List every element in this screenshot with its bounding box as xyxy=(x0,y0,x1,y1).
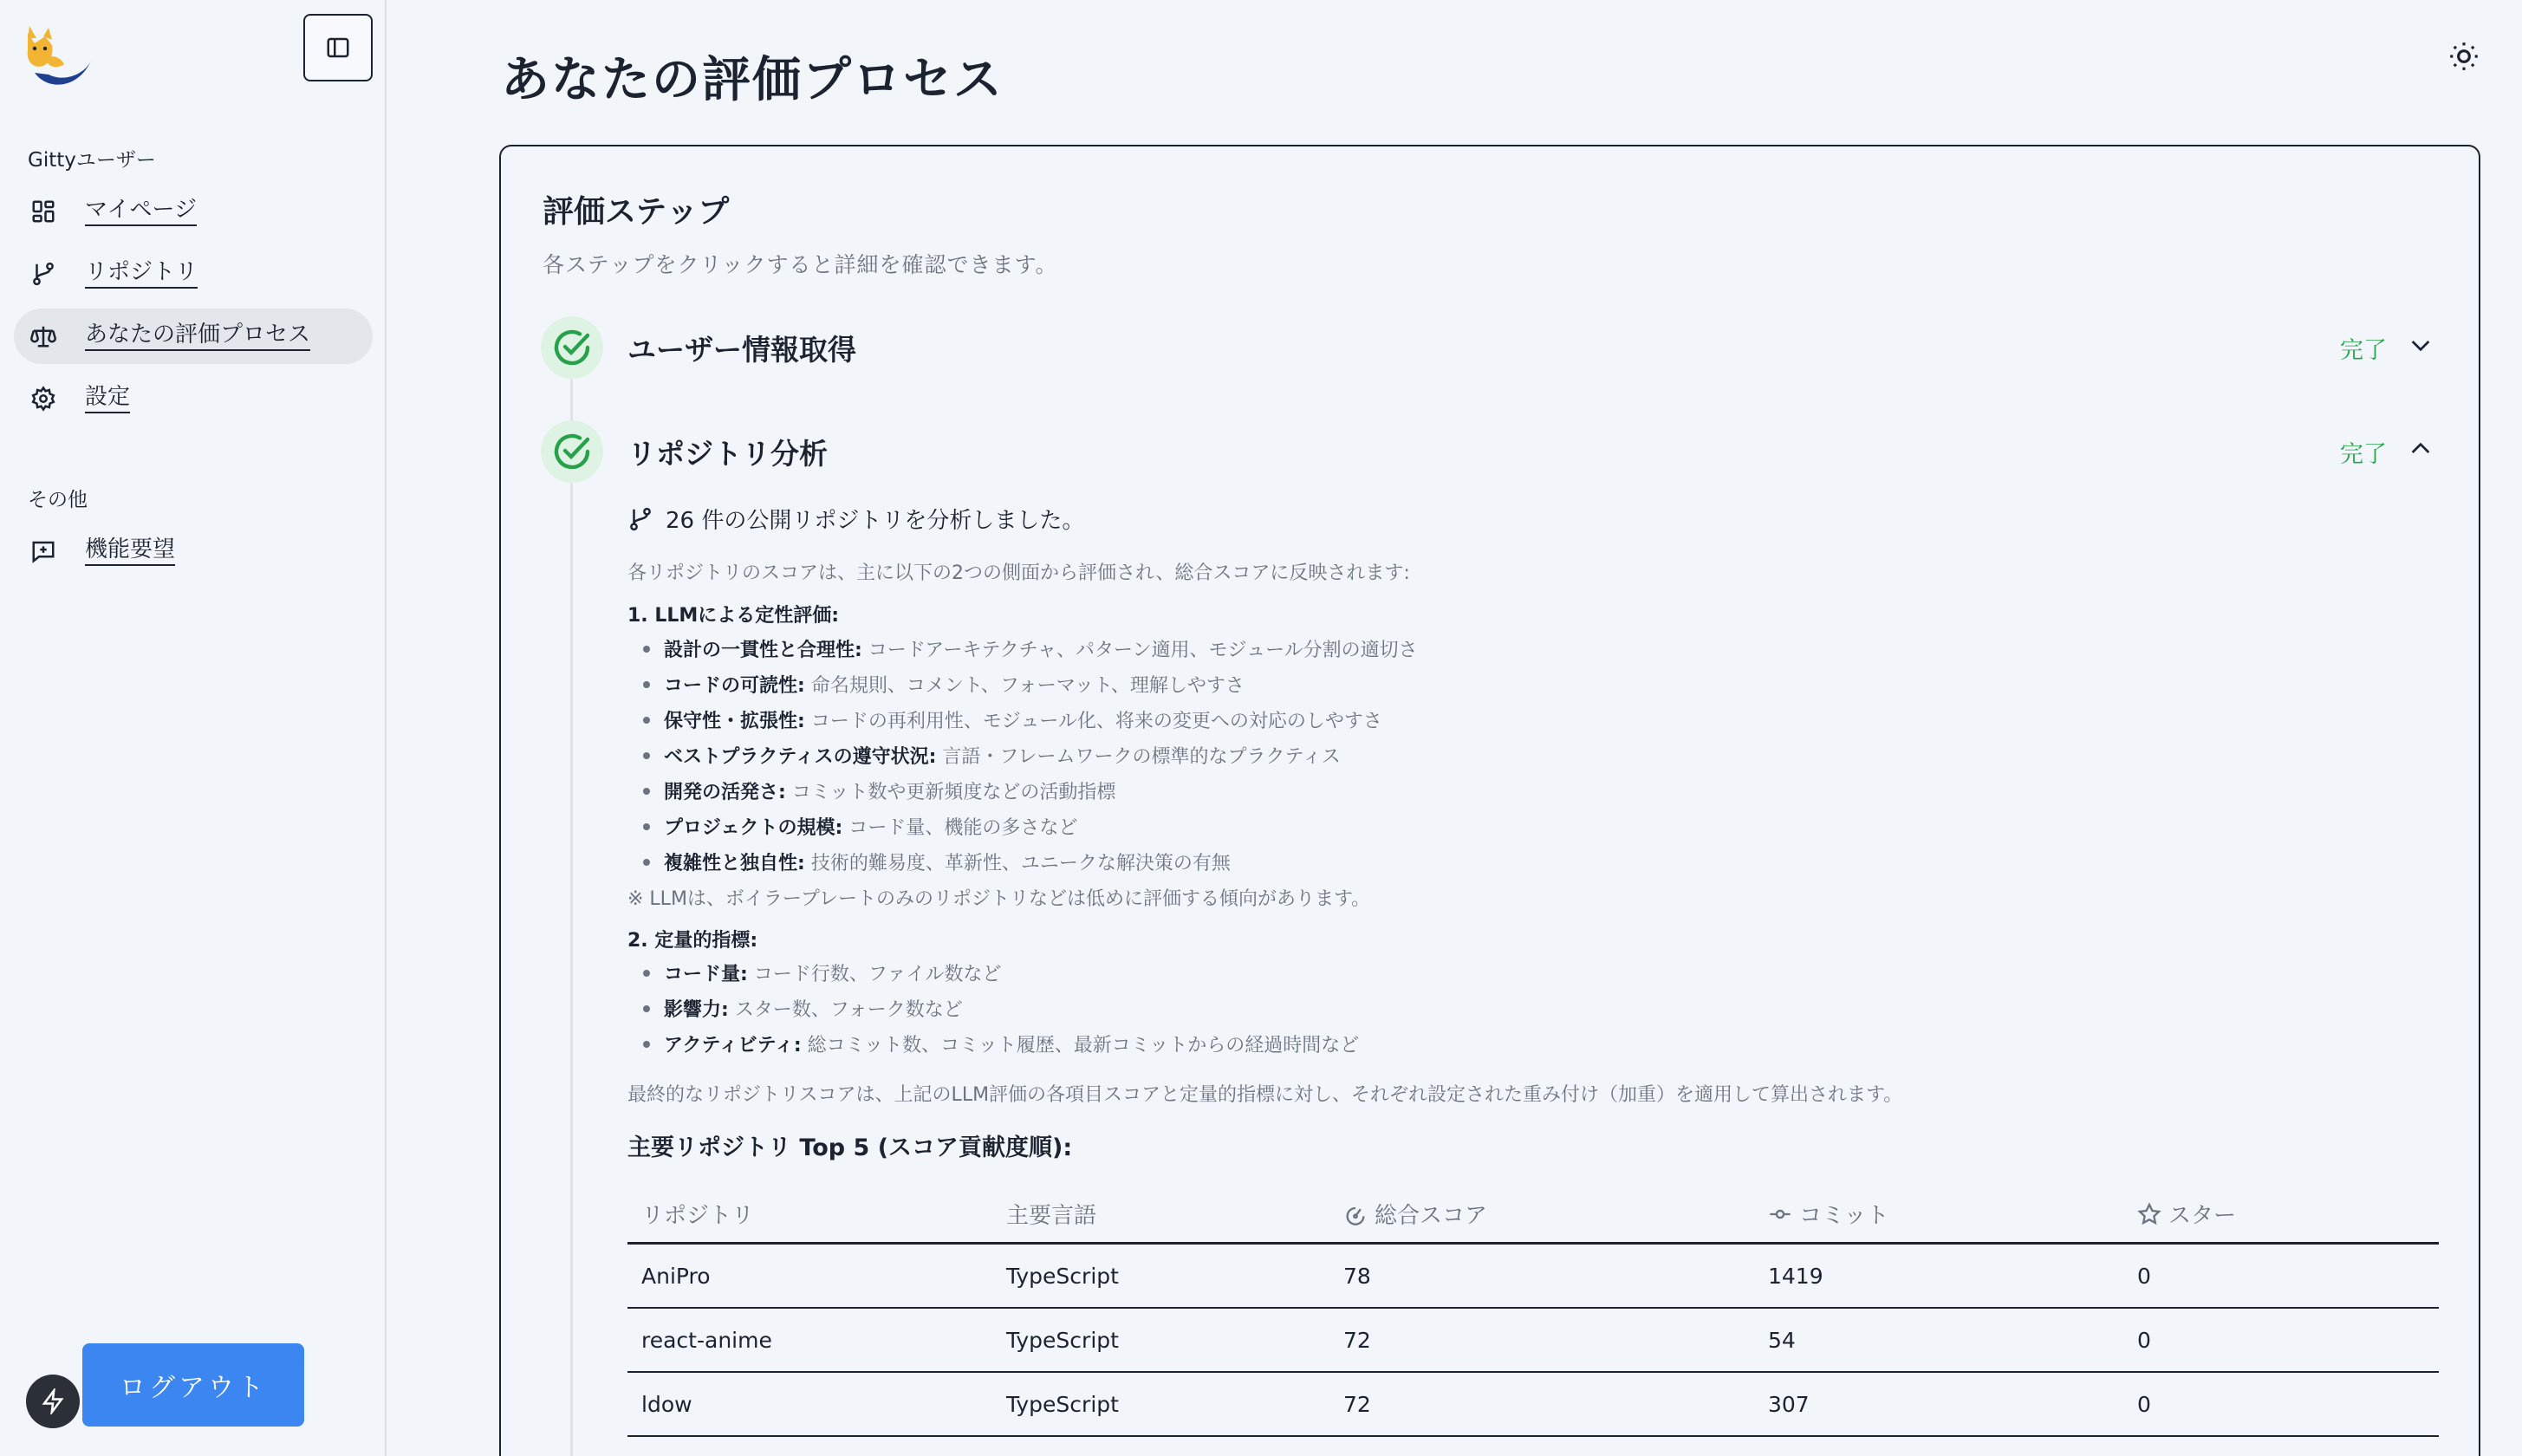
list-item: 設計の一貫性と合理性: コードアーキテクチャ、パターン適用、モジュール分割の適切さ xyxy=(643,635,1418,662)
column-header-repository[interactable]: リポジトリ xyxy=(641,1203,755,1229)
panel-left-icon xyxy=(325,35,351,61)
sidebar-item-settings[interactable] xyxy=(14,371,373,426)
cell-score: 72 xyxy=(1343,1392,1371,1417)
sidebar-item-evaluation-process[interactable] xyxy=(14,309,373,364)
sidebar-toggle-button[interactable] xyxy=(303,14,373,81)
column-header-label: 総合スコア xyxy=(1375,1203,1488,1229)
column-header-total-score[interactable] xyxy=(1343,1198,1487,1230)
git-branch-icon xyxy=(29,260,57,288)
list-item: アクティビティ: 総コミット数、コミット履歴、最新コミットからの経過時間など xyxy=(643,1030,1359,1057)
analysis-summary xyxy=(627,503,1084,535)
page-title: あなたの評価プロセス xyxy=(501,52,1004,108)
step-complete-icon xyxy=(541,316,603,379)
step-complete-icon xyxy=(541,420,603,483)
cell-language: TypeScript xyxy=(1006,1328,1119,1353)
sidebar-item-label: あなたの評価プロセス xyxy=(85,322,310,351)
card-title: 評価ステップ xyxy=(543,194,730,230)
cell-language: TypeScript xyxy=(1006,1392,1119,1417)
section-title-quantitative: 2. 定量的指標: xyxy=(627,930,758,952)
scale-icon xyxy=(29,322,57,350)
step-connector-line xyxy=(570,374,573,1456)
list-item: 複雑性と独自性: 技術的難易度、革新性、ユニークな解決策の有無 xyxy=(643,848,1231,875)
sidebar-item-label: リポジトリ xyxy=(85,259,198,289)
final-score-note: 最終的なリポジトリスコアは、上記のLLM評価の各項目スコアと定量的指標に対し、それぞれ設定された重み付け（加重）を適用して算出されます。 xyxy=(627,1084,1903,1106)
column-header-label: コミット xyxy=(1799,1203,1889,1229)
analysis-summary-text: 26 件の公開リポジトリを分析しました。 xyxy=(666,508,1085,534)
section-title-llm: 1. LLMによる定性評価: xyxy=(627,605,840,627)
logout-button[interactable]: ログアウト xyxy=(82,1343,304,1427)
cell-commits: 1419 xyxy=(1768,1264,1823,1289)
sidebar-group-label: Gittyユーザー xyxy=(28,149,156,172)
app-logo[interactable] xyxy=(23,24,95,90)
sidebar-item-feature-request[interactable] xyxy=(14,523,373,579)
step-status-badge: 完了 xyxy=(2340,441,2387,468)
cell-score: 78 xyxy=(1343,1264,1371,1289)
top-repositories-table xyxy=(627,1180,2439,1437)
column-header-language[interactable]: 主要言語 xyxy=(1006,1203,1097,1229)
sidebar-item-label: マイページ xyxy=(85,197,197,226)
list-item: コードの可読性: 命名規則、コメント、フォーマット、理解しやすさ xyxy=(643,671,1245,698)
step-title-user-info[interactable]: ユーザー情報取得 xyxy=(627,333,856,367)
chevron-down-icon[interactable] xyxy=(2407,331,2434,359)
commit-icon xyxy=(1768,1202,1792,1226)
column-header-stars[interactable] xyxy=(2137,1198,2236,1230)
sun-icon xyxy=(2447,40,2480,73)
table-row[interactable] xyxy=(627,1309,2439,1373)
cell-commits: 307 xyxy=(1768,1392,1810,1417)
list-item: 開発の活発さ: コミット数や更新頻度などの活動指標 xyxy=(643,777,1115,804)
list-item: ベストプラクティスの遵守状況: 言語・フレームワークの標準的なプラクティス xyxy=(643,742,1341,769)
table-row[interactable] xyxy=(627,1373,2439,1437)
llm-note: ※ LLMは、ボイラープレートのみのリポジトリなどは低めに評価する傾向があります。 xyxy=(627,888,1371,910)
column-header-label: スター xyxy=(2168,1203,2237,1229)
cell-score: 72 xyxy=(1343,1328,1371,1353)
cell-stars: 0 xyxy=(2137,1392,2151,1417)
list-item: 保守性・拡張性: コードの再利用性、モジュール化、将来の変更への対応のしやすさ xyxy=(643,706,1382,733)
list-item: プロジェクトの規模: コード量、機能の多さなど xyxy=(643,813,1077,840)
chevron-up-icon[interactable] xyxy=(2407,435,2434,463)
git-branch-icon xyxy=(627,506,653,532)
list-item: コード量: コード行数、ファイル数など xyxy=(643,959,1001,986)
cell-repository: ldow xyxy=(641,1392,692,1417)
list-item: 影響力: スター数、フォーク数など xyxy=(643,995,963,1022)
table-header-row xyxy=(627,1180,2439,1245)
star-icon xyxy=(2137,1202,2161,1226)
cell-stars: 0 xyxy=(2137,1264,2151,1289)
cell-repository: AniPro xyxy=(641,1264,711,1289)
gear-icon xyxy=(29,385,57,413)
card-description: 各ステップをクリックすると詳細を確認できます。 xyxy=(543,252,1058,277)
sidebar xyxy=(0,0,387,1456)
message-plus-icon xyxy=(29,537,57,565)
cell-language: TypeScript xyxy=(1006,1264,1119,1289)
top5-title: 主要リポジトリ Top 5 (スコア貢献度順): xyxy=(627,1134,1073,1161)
theme-toggle-button[interactable] xyxy=(2446,38,2482,75)
column-header-commits[interactable] xyxy=(1768,1198,1888,1230)
sidebar-group-label: その他 xyxy=(28,489,88,511)
sidebar-item-mypage[interactable] xyxy=(14,184,373,239)
quick-action-button[interactable] xyxy=(26,1375,80,1428)
cell-stars: 0 xyxy=(2137,1328,2151,1353)
bolt-icon xyxy=(40,1388,66,1414)
score-gauge-icon xyxy=(1343,1202,1368,1226)
cell-repository: react-anime xyxy=(641,1328,772,1353)
cell-commits: 54 xyxy=(1768,1328,1796,1353)
sidebar-item-label: 機能要望 xyxy=(85,536,175,566)
sidebar-item-repositories[interactable] xyxy=(14,246,373,302)
step-status-badge: 完了 xyxy=(2340,337,2387,364)
table-row[interactable] xyxy=(627,1245,2439,1309)
step-title-repository-analysis[interactable]: リポジトリ分析 xyxy=(627,437,828,471)
sidebar-item-label: 設定 xyxy=(85,384,130,413)
scoring-intro: 各リポジトリのスコアは、主に以下の2つの側面から評価され、総合スコアに反映されます: xyxy=(627,562,1410,584)
dashboard-icon xyxy=(29,198,57,225)
